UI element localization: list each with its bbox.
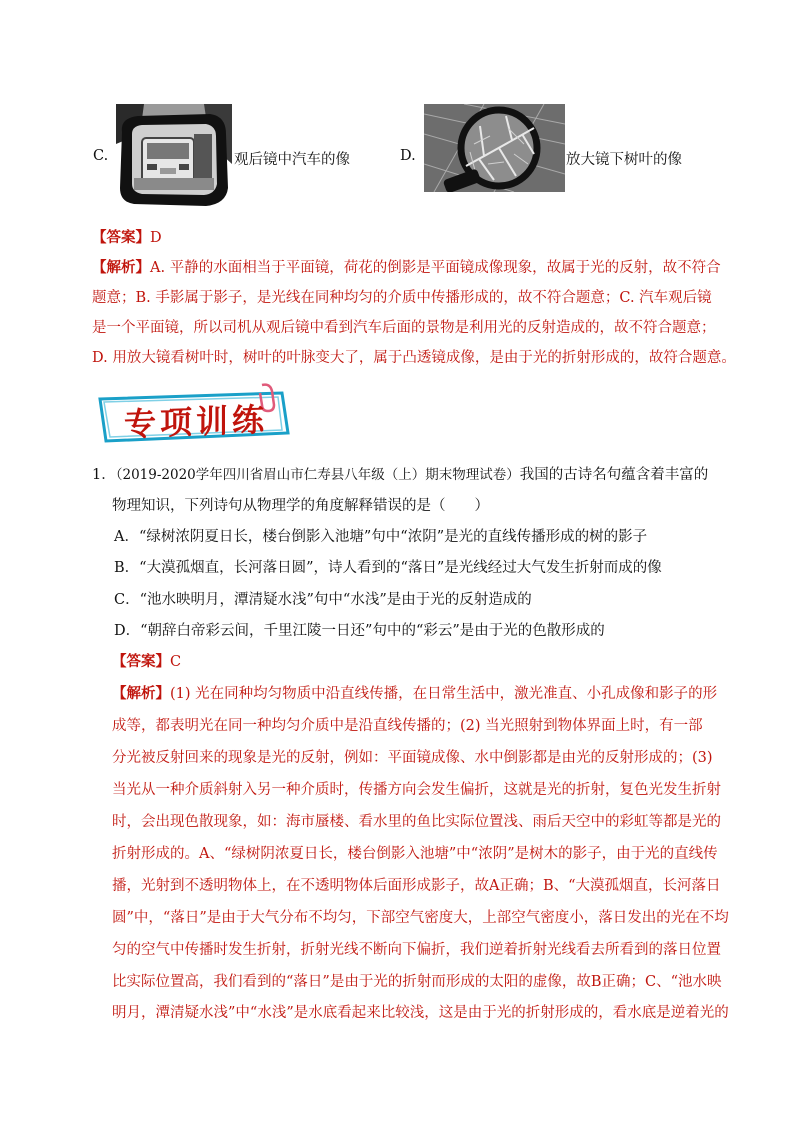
analysis-2-line-5: 时，会出现色散现象，如：海市蜃楼、看水里的鱼比实际位置浅、雨后天空中的彩虹等都是光的: [112, 814, 721, 830]
question-1-line-2: 物理知识，下列诗句从物理学的角度解释错误的是（ ）: [112, 498, 489, 514]
question-1-line-1: [92, 465, 708, 485]
analysis-2-line-9: 匀的空气中传播时发生折射，折射光线不断向下偏折，我们逆着折射光线看去所看到的落日位置: [112, 942, 721, 958]
question-1-source: （2019-2020学年四川省眉山市仁寿县八年级（上）期末物理试卷）: [115, 467, 520, 483]
analysis-2-line-8: 圆”中，“落日”是由于大气分布不均匀，下部空气密度大，上部空气密度小，落日发出的光在不均: [112, 910, 729, 926]
answer-1-value: D: [150, 230, 162, 246]
question-1-choice-c: C．“池水映明月，潭清疑水浅”句中“水浅”是由于光的反射造成的: [114, 592, 532, 608]
answer-2-tag: 【答案】: [112, 653, 170, 670]
analysis-2-line-7: 播，光射到不透明物体上，在不透明物体后面形成影子，故A正确；B、“大漠孤烟直，长河落日: [112, 878, 721, 894]
section-banner: [94, 383, 294, 447]
analysis-1-tag: 【解析】: [92, 259, 150, 276]
analysis-2-line-11: 明月，潭清疑水浅”中“水浅”是水底看起来比较浅，这是由于光的折射形成的，看水底是逆着光的: [112, 1005, 729, 1021]
answer-2: [112, 652, 181, 672]
analysis-2-line-3: 分光被反射回来的现象是光的反射，例如：平面镜成像、水中倒影都是由光的反射形成的；(3): [112, 750, 713, 766]
question-1-choice-b: B．“大漠孤烟直，长河落日圆”，诗人看到的“落日”是光线经过大气发生折射而成的像: [114, 560, 662, 576]
answer-1-tag: 【答案】: [92, 229, 150, 246]
option-d-letter: D.: [400, 148, 416, 164]
analysis-2-line-1: 【解析】(1) 光在同种均匀物质中沿直线传播，在日常生活中，激光准直、小孔成像和影子的形: [112, 685, 718, 702]
analysis-1-line-3: 是一个平面镜，所以司机从观后镜中看到汽车后面的景物是利用光的反射造成的，故不符合题意；: [92, 320, 716, 336]
analysis-1-line-1: 【解析】A. 平静的水面相当于平面镜，荷花的倒影是平面镜成像现象，故属于光的反射，故不符合: [92, 259, 721, 276]
analysis-1-line-4: D. 用放大镜看树叶时，树叶的叶脉变大了，属于凸透镜成像，是由于光的折射形成的，故符合题意。: [92, 350, 736, 366]
analysis-2-line-4: 当光从一种介质斜射入另一种介质时，传播方向会发生偏折，这就是光的折射，复色光发生折射: [112, 782, 721, 798]
option-d-caption: 放大镜下树叶的像: [566, 152, 682, 168]
answer-2-value: C: [170, 654, 182, 670]
analysis-2-line-2: 成等，都表明光在同一种均匀介质中是沿直线传播的；(2) 当光照射到物体界面上时，有一部: [112, 718, 703, 734]
answer-1: [92, 228, 162, 248]
option-c-letter: C.: [93, 148, 109, 164]
section-title: 专项训练: [124, 400, 269, 444]
analysis-2-tag: 【解析】: [112, 685, 170, 702]
rear-view-mirror-image: [114, 104, 234, 209]
analysis-2-line-10: 比实际位置高，我们看到的“落日”是由于光的折射而形成的太阳的虚像，故B正确；C、“池水映: [112, 974, 722, 990]
magnifier-leaf-image: [424, 104, 565, 192]
question-1-choice-d: D．“朝辞白帝彩云间，千里江陵一日还”句中的“彩云”是由于光的色散形成的: [114, 623, 605, 639]
question-1-stem: 我国的古诗名句蕴含着丰富的: [519, 467, 709, 483]
question-1-number: 1．: [92, 467, 116, 483]
analysis-2-line-6: 折射形成的。A、“绿树阴浓夏日长，楼台倒影入池塘”中“浓阴”是树木的影子，由于光的直线传: [112, 846, 718, 862]
option-c-caption: 观后镜中汽车的像: [234, 152, 350, 168]
question-1-choice-a: A．“绿树浓阴夏日长，楼台倒影入池塘”句中“浓阴”是光的直线传播形成的树的影子: [114, 529, 648, 545]
analysis-1-line-2: 题意；B. 手影属于影子，是光线在同种均匀的介质中传播形成的，故不符合题意；C. 汽车观后镜: [92, 290, 712, 306]
